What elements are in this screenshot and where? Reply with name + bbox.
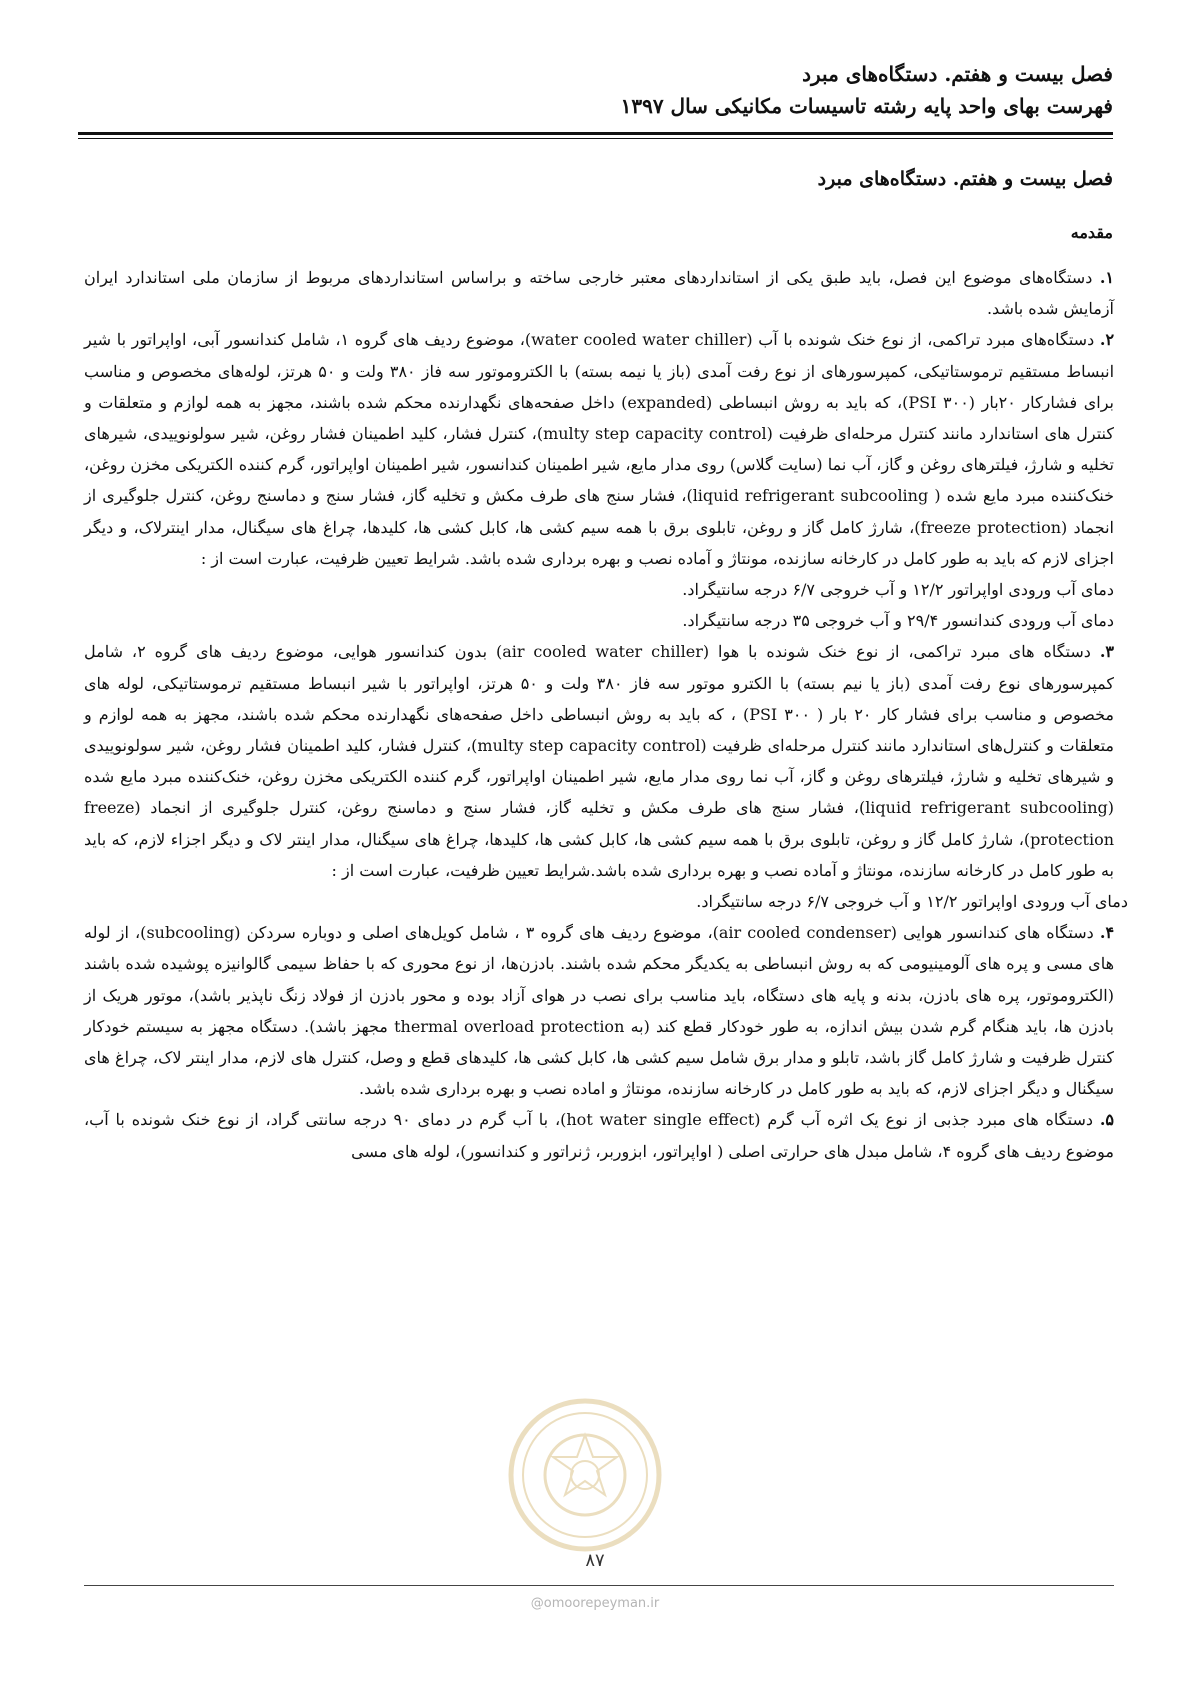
watermark-seal-icon: [505, 1395, 665, 1555]
item-number: ۳.: [1099, 642, 1114, 662]
item-number: ۱.: [1099, 268, 1114, 287]
item-number: ۲.: [1099, 330, 1115, 350]
item-text: دستگاه های کندانسور هوایی (air cooled condenser)، موضوع ردیف های گروه ۳ ، شامل کویل‌های اصلی و دوباره سردکن (subcooling)، از لوله های مسی و پره های آلومینیومی که به روش انبساطی به یکدیگر محکم شده باشند. بادزن‌ها، از نوع محوری که با حفاظ سیمی گالوانیزه پوشیده شده باشند (الکتروموتور، پره های بادزن، بدنه و پایه های دستگاه، باید مناسب برای نصب در هوای آزاد بوده و محور بادزن از فولاد زنگ ناپذیر باشد)، موتور هریک از بادزن ها، باید هنگام گرم شدن بیش اندازه، به طور خودکار قطع کند (به thermal overload protection مجهز باشد). دستگاه مجهز به سیستم خودکار کنترل ظرفیت و شارژ کامل گاز باشد، تابلو و مدار برق شامل سیم کشی ها، کابل کشی ها، کلیدهای قطع و وصل، کنترل های لازم، مدار اینتر لاک، چراغ های سیگنال و دیگر اجزای لازم، که باید به طور کامل در کارخانه سازنده، مونتاژ و اماده نصب و بهره برداری شده باشد.: [84, 923, 1115, 1099]
paragraph-item-3: [84, 636, 1114, 886]
paragraph-item-4: [84, 917, 1114, 1104]
footer-rule: [84, 1585, 1114, 1586]
header-chapter: فصل بیست و هفتم. دستگاه‌های مبرد: [802, 62, 1113, 86]
item-number: ۵.: [1099, 1110, 1115, 1130]
paragraph-item-1: [84, 262, 1114, 324]
section-heading-intro: مقدمه: [1070, 223, 1113, 242]
item-text: دستگاه‌های مبرد تراکمی، از نوع خنک شونده با آب (water cooled water chiller)، موضوع ردیف های گروه ۱، شامل کندانسور آبی، اواپراتور با شیر انبساط مستقیم ترموستاتیکی، کمپرسورهای از نوع رفت آمدی (باز یا نیمه بسته) با الکتروموتور سه فاز ۳۸۰ ولت و ۵۰ هرتز، لوله‌های مخصوص و مناسب برای فشارکار ۲۰بار (۳۰۰ PSI)، که باید به روش انبساطی (expanded) داخل صفحه‌های نگهدارنده محکم شده باشند، مجهز به همه لوازم و متعلقات و کنترل های استاندارد مانند کنترل مرحله‌ای ظرفیت (multy step capacity control)، کنترل فشار، کلید اطمینان فشار روغن، شیر سولونوییدی، شیرهای تخلیه و شارژ، فیلترهای روغن و گاز، آب نما (سایت گلاس) روی مدار مایع، شیر اطمینان کندانسور، شیر اطمینان اواپراتور، گرم کننده الکتریکی مخزن روغن، خنک‌کننده مبرد مایع شده ( liquid refrigerant subcooling)، فشار سنج های طرف مکش و تخلیه گاز، فشار سنج و دماسنج روغن، کنترل جلوگیری از انجماد (freeze protection)، شارژ کامل گاز و روغن، تابلوی برق با همه سیم کشی ها، کابل کشی ها، کلیدها، چراغ های سیگنال، مدار اینترلاک، و دیگر اجزای لازم که باید به طور کامل در کارخانه سازنده، مونتاژ و آماده نصب و بهره برداری شده باشد. شرایط تعیین ظرفیت، عبارت است از :: [84, 330, 1115, 568]
chapter-title: فصل بیست و هفتم. دستگاه‌های مبرد: [817, 168, 1113, 190]
condition-line: دمای آب ورودی کندانسور ۲۹/۴ و آب خروجی ۳۵ درجه سانتیگراد.: [682, 611, 1114, 631]
page-number: ۸۷: [585, 1550, 605, 1571]
footer-website: @omoorepeyman.ir: [530, 1596, 660, 1611]
condition-line: دمای آب ورودی اواپراتور ۱۲/۲ و آب خروجی ۶/۷ درجه سانتیگراد.: [682, 580, 1114, 600]
running-header: [78, 58, 1113, 122]
item-number: ۴.: [1099, 923, 1115, 943]
body-text: [84, 262, 1128, 1167]
header-rule-thick: [78, 132, 1113, 135]
item-text: دستگاه های مبرد تراکمی، از نوع خنک شونده با هوا (air cooled water chiller) بدون کندانسور هوایی، موضوع ردیف های گروه ۲، شامل کمپرسورهای نوع رفت آمدی (باز یا نیم بسته) با الکترو موتور سه فاز ۳۸۰ ولت و ۵۰ هرتز، اواپراتور با شیر انبساط مستقیم ترموستاتیکی، لوله های مخصوص و مناسب برای فشار کار ۲۰ بار ( ۳۰۰ PSI) ، که باید به روش انبساطی داخل صفحه‌های نگهدارنده محکم شده باشند، مجهز به همه لوازم و متعلقات و کنترل‌های استاندارد مانند کنترل مرحله‌ای ظرفیت (multy step capacity control)، کنترل فشار، کلید اطمینان فشار روغن، شیر سولونوییدی و شیرهای تخلیه و شارژ، فیلترهای روغن و گاز، آب نما روی مدار مایع، شیر اطمینان اواپراتور، گرم کننده الکتریکی مخزن روغن، خنک‌کننده مبرد مایع شده (liquid refrigerant subcooling)، فشار سنج های طرف مکش و تخلیه گاز، فشار سنج و دماسنج روغن، کنترل جلوگیری از انجماد (freeze protection)، شارژ کامل گاز و روغن، تابلوی برق با همه سیم کشی ها، کابل کشی ها، کلیدها، چراغ های سیگنال، مدار اینتر لاک و دیگر اجزاء لازم، که باید به طور کامل در کارخانه سازنده، مونتاژ و آماده نصب و بهره برداری شده باشد.شرایط تعیین ظرفیت، عبارت است از :: [84, 642, 1115, 880]
item-text: دستگاه‌های موضوع این فصل، باید طبق یکی از استانداردهای معتبر خارجی ساخته و براساس استانداردهای مربوط از سازمان ملی استاندارد ایران آزمایش شده باشد.: [84, 268, 1114, 319]
condition-line: دمای آب ورودی اواپراتور ۱۲/۲ و آب خروجی ۶/۷ درجه سانتیگراد.: [696, 892, 1128, 912]
paragraph-item-5: [84, 1104, 1114, 1166]
paragraph-item-2: [84, 324, 1114, 574]
header-rule-thin: [78, 138, 1113, 139]
header-book-title: فهرست بهای واحد پایه رشته تاسیسات مکانیکی سال ۱۳۹۷: [620, 94, 1113, 118]
item-text: دستگاه های مبرد جذبی از نوع یک اثره آب گرم (hot water single effect)، با آب گرم در دمای ۹۰ درجه سانتی گراد، از نوع خنک شونده با آب، موضوع ردیف های گروه ۴، شامل مبدل های حرارتی اصلی ( اواپراتور، ابزوربر، ژنراتور و کندانسور)، لوله های مسی: [84, 1110, 1114, 1161]
